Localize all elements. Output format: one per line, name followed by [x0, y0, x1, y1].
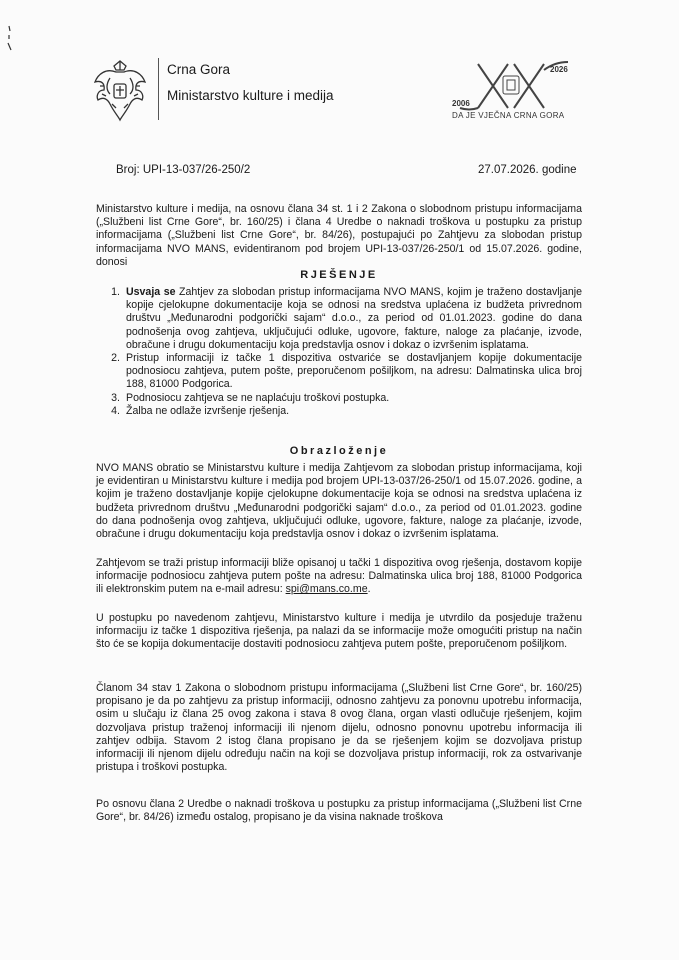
item-number: 3.	[111, 391, 120, 404]
item-text: Zahtjev za slobodan pristup informacijama NVO MANS, kojim je traženo dostavljanje kopije cjelokupne dokumentacije koja se odnosi na sredstva uplaćena iz budžeta privrednom društvu „Međunarodni podgorički sajam“ d.o.o., za period od 01.01.2023. godine do dana podnošenja ovog zahtjeva, uključujući odluke, ugovore, fakture, naloge za plaćanje, izvode, obračune i drugu dokumentaciju koja predstavlja osnov i dokaz o izvršenim isplatama.	[126, 286, 582, 351]
reasoning-paragraph: U postupku po navedenom zahtjevu, Ministarstvo kulture i medija je utvrdilo da posjeduje traženu informaciju iz tačke 1 dispozitiva rješenja, pa nalazi da se informacije može omogućiti pristup na način što će se kopija dokumentacije dostaviti podnosiocu zahtjeva putem pošte, preporučenom pošiljkom.	[96, 612, 582, 651]
item-number: 1.	[111, 286, 120, 298]
decision-item	[96, 286, 582, 352]
org-name: Crna Gora	[167, 62, 231, 77]
reasoning-paragraph: NVO MANS obratio se Ministarstvu kulture i medija Zahtjevom za slobodan pristup informacijama, koji je evidentiran u Ministarstvu kulture i medija pod brojem UPI-13-037/26-250/1 od 15.07.2026. godine, a kojim je traženo dostavljanje kopije cjelokupne dokumentacije koja se odnosi na sredstva uplaćena iz budžeta privrednom društvu „Međunarodni podgorički sajam“ d.o.o., za period od 01.01.2023. godine do dana podnošenja ovog zahtjeva, uključujući odluke, ugovore, fakture, naloge za plaćanje, izvode, obračune i drugu dokumentaciju koja predstavlja osnov i dokaz o izvršenim isplatama.	[96, 462, 582, 541]
reasoning-paragraph: Po osnovu člana 2 Uredbe o naknadi troškova u postupku za pristup informacijama („Službeni list Crne Gore“, br. 84/26) između ostalog, propisano je da visina naknade troškova	[96, 798, 582, 824]
decision-item	[96, 392, 582, 405]
email-link[interactable]: spi@mans.co.me	[285, 583, 368, 596]
document-date: 27.07.2026. godine	[478, 164, 577, 176]
anniversary-logo	[450, 58, 580, 116]
reasoning-paragraph: Članom 34 stav 1 Zakona o slobodnom pristupu informacijama („Službeni list Crne Gore“, br. 160/25) propisano je da po zahtjevu za pristup informaciji, odnosno zahtjevu za ponovnu upotrebu informacija, osim u slučaju iz člana 25 ovog zakona i stava 8 ovog člana, organ vlasti odlučuje rješenjem, kojim dozvoljava pristup traženoj informaciji ili njenom dijelu, odnosno ponovnu upotrebu informacija ili zahtjev odbija. Stavom 2 istog člana propisano je da se rješenjem kojim se dozvoljava pristup informaciji ili njenom dijelu određuju način na koji se dozvoljava pristup informaciji, rok za ostvarivanje pristupa i troškovi postupka.	[96, 682, 582, 774]
reasoning-title: Obrazloženje	[289, 445, 389, 457]
logo-year-left: 2006	[452, 99, 470, 108]
coat-of-arms-icon	[92, 60, 148, 122]
logo-year-right: 2026	[550, 65, 568, 74]
intro-paragraph: Ministarstvo kulture i medija, na osnovu člana 34 st. 1 i 2 Zakona o slobodnom pristupu informacijama („Službeni list Crne Gore“, br. 160/25) i člana 4 Uredbe o naknadi troškova u postupku za pristup informacijama („Službeni list Crne Gore“, br. 84/26), postupajući po Zahtjevu za slobodan pristup informacijama NVO MANS, evidentiranom pod brojem UPI-13-037/26-250/1 od 15.07.2026. godine, donosi	[96, 203, 582, 268]
item-text: Pristup informaciji iz tačke 1 dispozitiva ostvariće se dostavljanjem kopije dokumentacije podnosiocu zahtjeva, putem pošte, preporučenom pošiljkom, na adresu: Dalmatinska ulica broj 188, 81000 Podgorica.	[126, 352, 582, 391]
reasoning-paragraph: Zahtjevom se traži pristup informaciji bliže opisanoj u tački 1 dispozitiva ovog rješenja, dostavom kopije informacije podnosiocu zahtjeva putem pošte na adresu: Dalmatinska ulica broj 188, 81000 Podgorica ili elektronskim putem na e-mail adresu: spi@mans.co.me.	[96, 557, 582, 596]
item-number: 4.	[111, 404, 120, 417]
item-text: Podnosiocu zahtjeva se ne naplaćuju troškovi postupka.	[126, 391, 390, 404]
margin-mark	[7, 25, 12, 51]
reference-number: Broj: UPI-13-037/26-250/2	[116, 164, 251, 176]
decision-list	[96, 286, 582, 418]
item-text: Žalba ne odlaže izvršenje rješenja.	[126, 404, 290, 417]
decision-item	[96, 405, 582, 418]
ministry-name: Ministarstvo kulture i medija	[167, 88, 334, 103]
decision-item	[96, 352, 582, 392]
decision-title: RJEŠENJE	[300, 269, 378, 281]
logo-tagline: DA JE VJEČNA CRNA GORA	[452, 111, 565, 120]
item-number: 2.	[111, 352, 120, 365]
header-divider	[158, 58, 159, 120]
item-lead: Usvaja se	[126, 286, 176, 298]
